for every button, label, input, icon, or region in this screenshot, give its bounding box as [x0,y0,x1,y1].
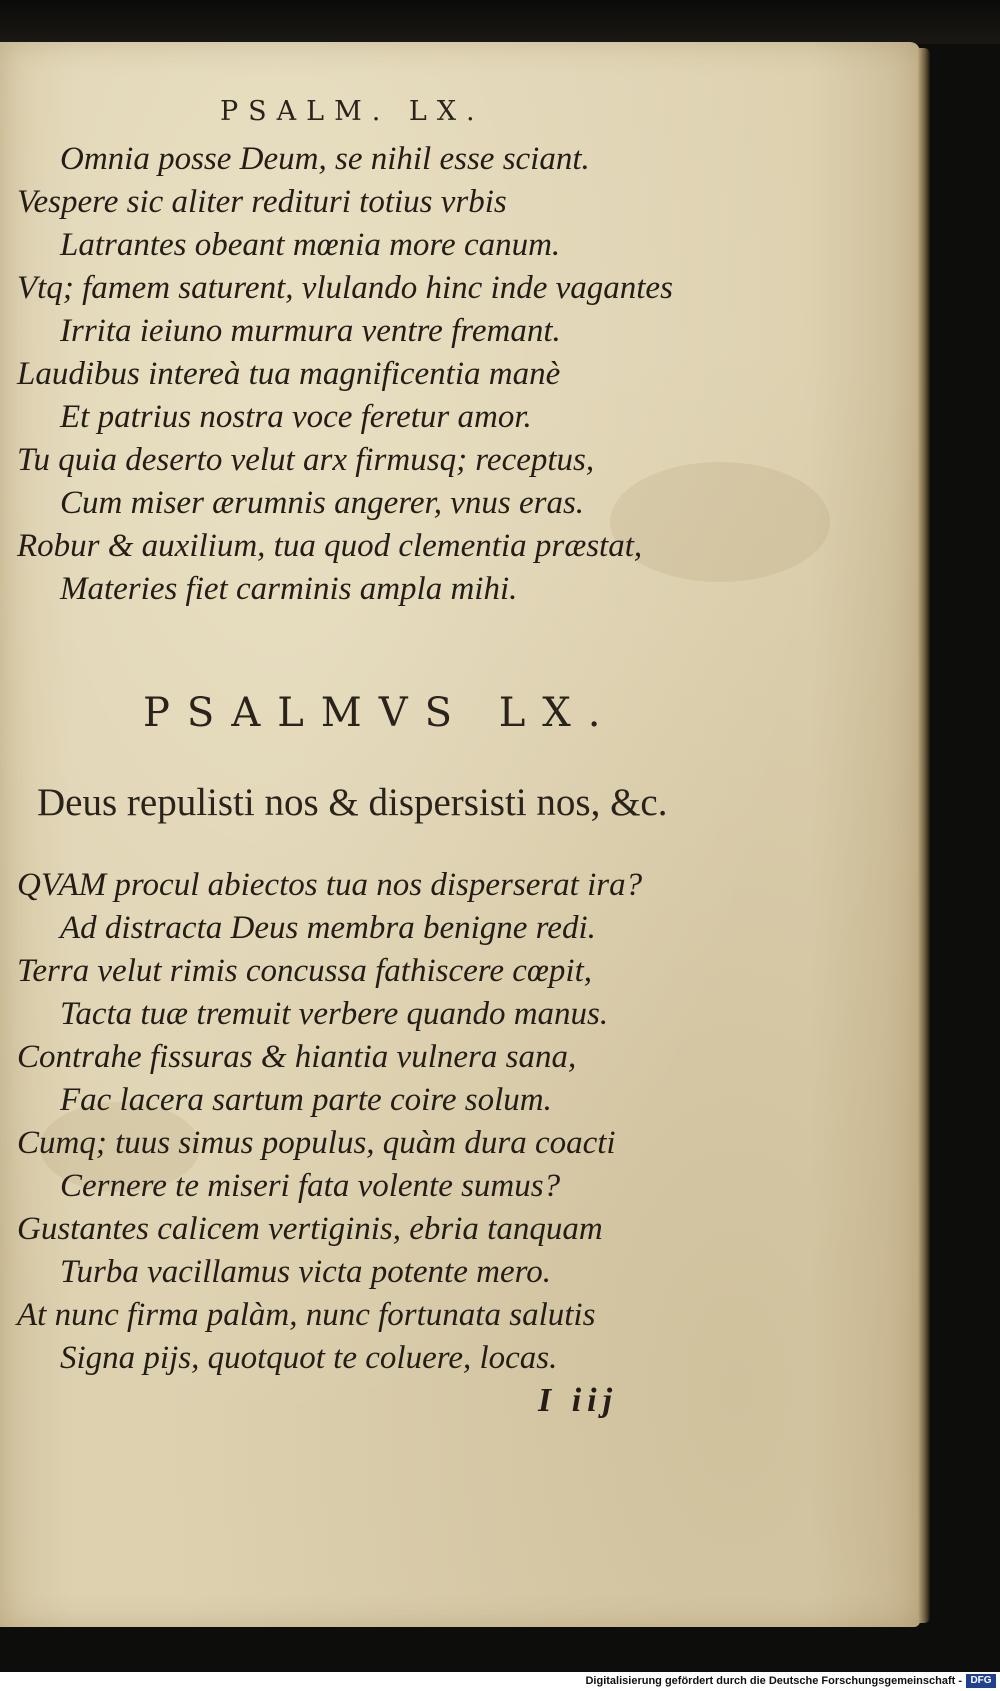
verse-line: Cum miser ærumnis angerer, vnus eras. [60,485,585,521]
verse-line: Cernere te miseri fata volente sumus? [60,1168,561,1204]
top-shadow [0,0,1000,44]
verse-line: Signa pijs, quotquot te coluere, locas. [60,1340,558,1376]
verse-line: Fac lacera sartum parte coire solum. [60,1082,552,1118]
running-head: PSALM. LX. [220,96,485,127]
verse-line: Latrantes obeant mœnia more canum. [60,227,561,263]
verse-line: Cumq; tuus simus populus, quàm dura coacti [17,1125,616,1161]
psalm-incipit: Deus repulisti nos & dispersisti nos, &c. [37,781,668,824]
verse-line: Turba vacillamus victa potente mero. [60,1254,551,1290]
verse-block-psalm [0,864,900,1380]
verse-line: Tu quia deserto velut arx firmusq; receptus, [17,442,595,478]
verse-line: Omnia posse Deum, se nihil esse sciant. [60,141,590,177]
verse-line: QVAM procul abiectos tua nos disperserat ira? [17,867,643,903]
verse-line: Vtq; famem saturent, vlulando hinc inde vagantes [17,270,673,306]
verse-block-previous [0,138,900,611]
verse-line: Tacta tuæ tremuit verbere quando manus. [60,996,609,1032]
verse-line: At nunc firma palàm, nunc fortunata salutis [17,1297,596,1333]
psalm-title: PSALMVS LX. [143,690,618,736]
verse-line: Terra velut rimis concussa fathiscere cœpit, [17,953,593,989]
verse-line: Et patrius nostra voce feretur amor. [60,399,532,435]
verse-line: Contrahe fissuras & hiantia vulnera sana, [17,1039,577,1075]
verse-line: Materies fiet carminis ampla mihi. [60,571,518,607]
verse-line: Irrita ieiuno murmura ventre fremant. [60,313,561,349]
signature-mark: I iij [538,1382,619,1419]
page-edge [918,48,930,1623]
verse-line: Gustantes calicem vertiginis, ebria tanquam [17,1211,603,1247]
verse-line: Laudibus intereà tua magnificentia manè [17,356,561,392]
digitization-credit: Digitalisierung gefördert durch die Deutsche Forschungsgemeinschaft - [585,1675,962,1687]
verse-line: Ad distracta Deus membra benigne redi. [60,910,596,946]
verse-line: Vespere sic aliter redituri totius vrbis [17,184,507,220]
dfg-logo: DFG [966,1674,996,1688]
verse-line: Robur & auxilium, tua quod clementia præstat, [17,528,643,564]
